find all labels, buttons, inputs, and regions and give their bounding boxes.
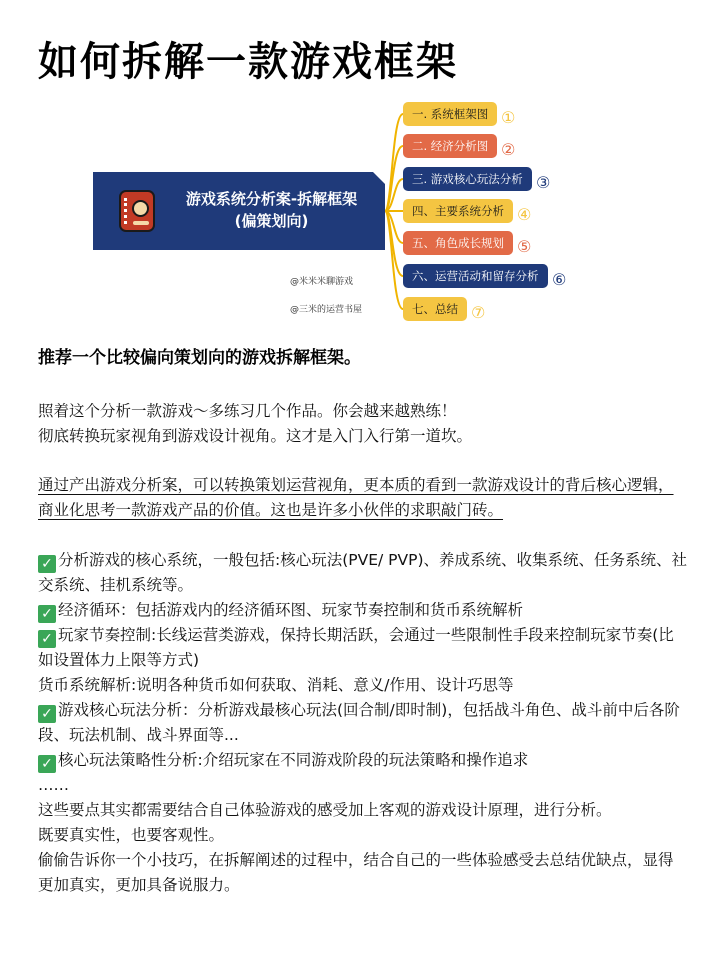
intro-paragraph xyxy=(38,399,688,449)
mind-map-node xyxy=(403,297,467,321)
checkmark-icon: ✓ xyxy=(38,630,56,648)
author-tag: @米米米聊游戏 xyxy=(290,277,354,287)
mind-map-root xyxy=(93,172,385,250)
node-label: 二. 经济分析图 xyxy=(412,139,489,153)
node-number-badge: ① xyxy=(501,108,516,127)
node-number-badge: ② xyxy=(501,140,516,159)
node-label: 七、总结 xyxy=(412,302,458,316)
checkmark-icon: ✓ xyxy=(38,555,56,573)
mind-map-node xyxy=(403,199,513,223)
root-subtitle: (偏策划向) xyxy=(234,212,309,230)
folded-corner xyxy=(373,172,385,184)
node-label: 六、运营活动和留存分析 xyxy=(412,269,539,283)
checkmark-icon: ✓ xyxy=(38,755,56,773)
closing-line: 既要真实性，也要客观性。 xyxy=(38,826,225,844)
mind-map xyxy=(0,0,720,330)
list-item: ✓ 经济循环：包括游戏内的经济循环图、玩家节奏控制和货币系统解析 xyxy=(38,598,688,623)
mind-map-node xyxy=(403,167,532,191)
author-tag: @三米的运营书屋 xyxy=(290,305,363,315)
intro-line: 彻底转换玩家视角到游戏设计视角。这才是入门入行第一道坎。 xyxy=(38,427,473,445)
underlined-text: 通过产出游戏分析案，可以转换策划运营视角，更本质的看到一款游戏设计的背后核心逻辑，商业化思考一款游戏产品的价值。这也是许多小伙伴的求职敲门砖。 xyxy=(38,476,674,519)
list-item: ✓ 游戏核心玩法分析：分析游戏最核心玩法(回合制/即时制)，包括战斗角色、战斗前中后各阶段、玩法机制、战斗界面等... xyxy=(38,701,680,744)
list-item: ✓ 核心玩法策略性分析:介绍玩家在不同游戏阶段的玩法策略和操作追求 xyxy=(38,748,688,773)
mind-map-node xyxy=(403,102,497,126)
page-title: 如何拆解一款游戏框架 xyxy=(38,39,458,85)
node-number-badge: ⑥ xyxy=(552,270,567,289)
node-label: 四、主要系统分析 xyxy=(412,204,504,218)
highlight-paragraph xyxy=(38,473,688,523)
node-label: 一. 系统框架图 xyxy=(412,107,489,121)
checkmark-icon: ✓ xyxy=(38,705,56,723)
node-number-badge: ⑤ xyxy=(517,237,532,256)
notebook-icon xyxy=(119,190,155,232)
checkmark-icon: ✓ xyxy=(38,605,56,623)
node-number-badge: ③ xyxy=(536,173,551,192)
mind-map-branches xyxy=(0,0,720,330)
node-number-badge: ④ xyxy=(517,205,532,224)
mind-map-node xyxy=(403,264,548,288)
intro-line: 照着这个分析一款游戏～多练习几个作品。你会越来越熟练！ xyxy=(38,402,457,420)
list-item: ✓ 分析游戏的核心系统，一般包括:核心玩法(PVE/ PVP)、养成系统、收集系统、任务系统、社交系统、挂机系统等。 xyxy=(38,551,688,594)
closing-line: 这些要点其实都需要结合自己体验游戏的感受加上客观的游戏设计原理，进行分析。 xyxy=(38,801,612,819)
node-label: 五、角色成长规划 xyxy=(412,236,504,250)
node-label: 三. 游戏核心玩法分析 xyxy=(412,172,523,186)
checklist xyxy=(38,548,688,898)
root-title: 游戏系统分析案-拆解框架 xyxy=(185,190,358,208)
list-item-plain: 货币系统解析:说明各种货币如何获取、消耗、意义/作用、设计巧思等 xyxy=(38,676,514,694)
mind-map-node xyxy=(403,231,513,255)
mind-map-node xyxy=(403,134,497,158)
node-number-badge: ⑦ xyxy=(471,303,486,322)
list-item: ✓ 玩家节奏控制:长线运营类游戏，保持长期活跃，会通过一些限制性手段来控制玩家节奏(比如设置体力上限等方式) xyxy=(38,626,674,669)
closing-line: 偷偷告诉你一个小技巧，在拆解阐述的过程中，结合自己的一些体验感受去总结优缺点，显得更加真实，更加具备说服力。 xyxy=(38,851,674,894)
ellipsis: …… xyxy=(38,776,69,794)
article-heading: 推荐一个比较偏向策划向的游戏拆解框架。 xyxy=(38,348,361,368)
